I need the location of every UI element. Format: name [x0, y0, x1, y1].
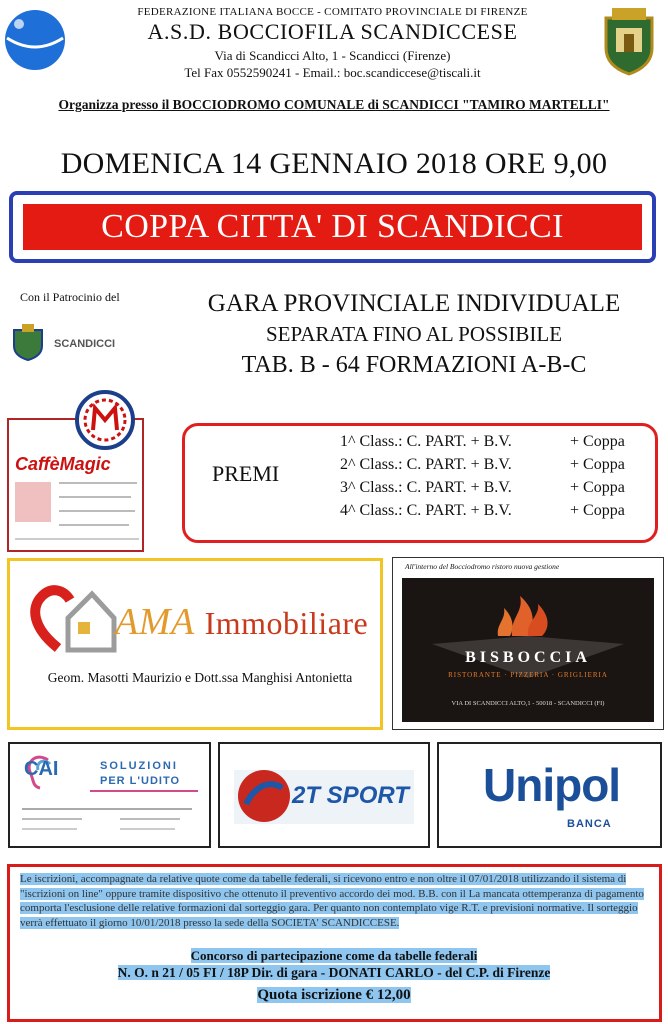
organizer-line: Organizza presso il BOCCIODROMO COMUNALE di SCANDICCI "TAMIRO MARTELLI" [58, 97, 610, 112]
prize-row-4: 4^ Class.: C. PART. + B.V. [340, 502, 512, 519]
federation-line: FEDERAZIONE ITALIANA BOCCE - COMITATO PROVINCIALE DI FIRENZE [137, 6, 528, 18]
house-heart-icon [28, 578, 118, 658]
city-crest-icon [598, 4, 660, 76]
notice-line-3-text: Quota iscrizione € 12,00 [257, 987, 411, 1003]
scandicci-logo-text: SCANDICCI [54, 338, 116, 350]
cai-slogan-2: PER L'UDITO [100, 775, 181, 787]
ama-owners: Geom. Masotti Maurizio e Dott.ssa Manghisi Antonietta [47, 670, 353, 685]
event-date: DOMENICA 14 GENNAIO 2018 ORE 9,00 [60, 147, 608, 180]
cai-slogan-1: SOLUZIONI [100, 760, 178, 772]
caffe-magic-sponsor [7, 418, 144, 552]
notice-line-1 [0, 948, 668, 964]
bisboccia-tagline: RISTORANTE · PIZZERIA · GRIGLIERIA [448, 671, 608, 679]
prize-row-4-cup: + Coppa [570, 502, 625, 519]
federation-logo [3, 8, 67, 72]
competition-line-3: TAB. B - 64 FORMAZIONI A-B-C [241, 352, 587, 378]
notice-line-2 [0, 965, 668, 981]
cai-logo: CAI [24, 758, 59, 780]
event-title-banner [9, 191, 656, 263]
notice-line-1-text: Concorso di partecipazione come da tabelle federali [190, 948, 478, 963]
unipol-name: Unipol [483, 759, 621, 811]
caffe-magic-brand: CaffèMagic [15, 454, 111, 474]
ama-word: Immobiliare [204, 605, 369, 641]
club-contacts: Tel Fax 0552590241 - Email.: boc.scandiccese@tiscali.it [184, 65, 481, 80]
scandicci-logo [8, 322, 138, 362]
notice-line-2-text: N. O. n 21 / 05 FI / 18P Dir. di gara - DONATI CARLO - del C.P. di Firenze [117, 965, 551, 980]
unipol-banca-sponsor [437, 742, 662, 848]
2t-sport-sponsor [218, 742, 430, 848]
patronage-label: Con il Patrocinio del [20, 290, 120, 304]
competition-line-1: GARA PROVINCIALE INDIVIDUALE [207, 290, 621, 317]
club-name: A.S.D. BOCCIOFILA SCANDICCESE [147, 19, 518, 44]
prizes-label: PREMI [212, 461, 280, 486]
prize-row-3: 3^ Class.: C. PART. + B.V. [340, 479, 512, 496]
prize-row-2-cup: + Coppa [570, 456, 625, 473]
ama-title [115, 600, 368, 644]
prize-row-2: 2^ Class.: C. PART. + B.V. [340, 456, 512, 473]
ama-logo-text: AMA [115, 601, 195, 643]
bisboccia-name: BISBOCCIA [465, 649, 591, 666]
prize-row-3-cup: + Coppa [570, 479, 625, 496]
2t-sport-ball-icon [236, 768, 292, 824]
club-address: Via di Scandicci Alto, 1 - Scandicci (Firenze) [214, 48, 451, 63]
competition-line-2: SEPARATA FINO AL POSSIBILE [265, 322, 563, 346]
cai-sponsor [8, 742, 211, 848]
notice-line-3 [0, 987, 668, 1004]
event-title: COPPA CITTA' DI SCANDICCI [23, 204, 642, 250]
notice-paragraph-text: Le iscrizioni, accompagnate da relative quote come da tabelle federali, si ricevono entro e non oltre il 07/01/2018 utilizzando il sistema di "iscrizioni on line" oppure tramite dispositivo che ottenuto il preventivo accordo dei mod. B.B. con il La mancata ottemperanza di pagamento comporta l'esclusione delle relative formazioni dal sorteggio gara. Per quanto non contemplato vige R.T. e previsioni normative. Il sorteggio verrà effettuato il giorno 10/01/2018 presso la sede della SOCIETA' SCANDICCESE. [20, 873, 644, 929]
notice-paragraph [20, 872, 650, 930]
prize-row-1-cup: + Coppa [570, 433, 625, 450]
bisboccia-address: VIA DI SCANDICCI ALTO,1 - 50018 - SCANDICCI (FI) [451, 700, 605, 707]
bisboccia-note: All'interno del Bocciodromo ristoro nuova gestione [405, 562, 560, 571]
2t-sport-name: 2T SPORT [292, 782, 409, 809]
caffe-magic-emblem-icon [73, 390, 137, 450]
prize-row-1: 1^ Class.: C. PART. + B.V. [340, 433, 512, 450]
unipol-sub: BANCA [567, 818, 612, 830]
caffe-magic-badge [15, 482, 51, 522]
